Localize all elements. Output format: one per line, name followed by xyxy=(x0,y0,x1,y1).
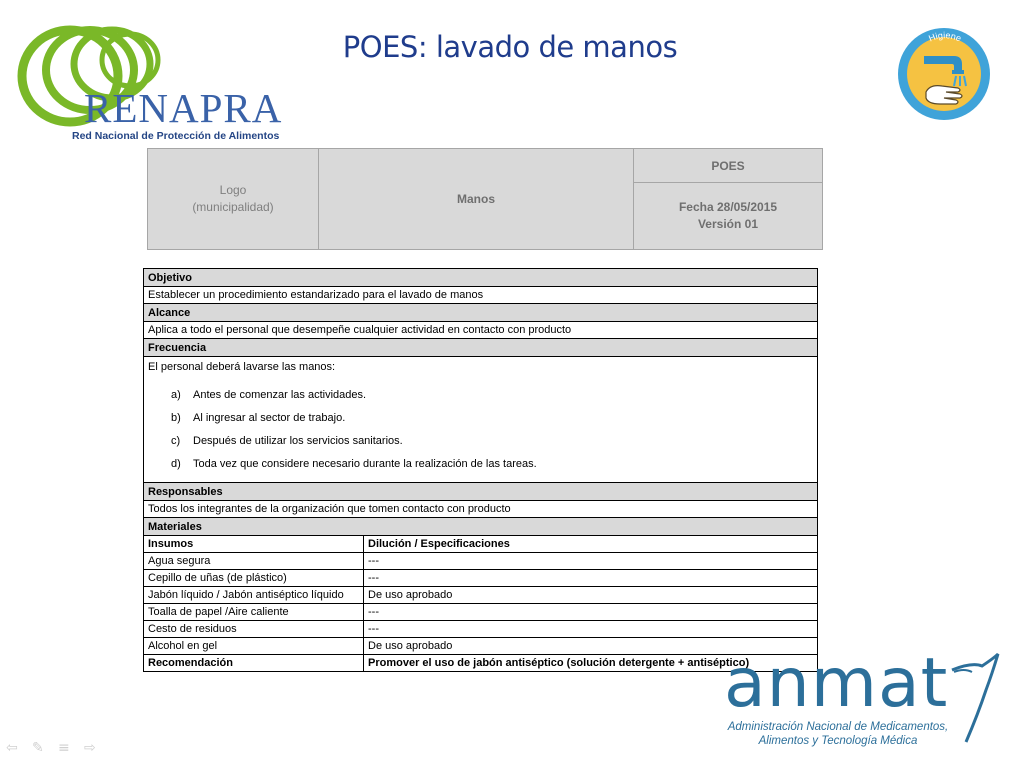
table-row xyxy=(144,638,818,655)
anmat-subtitle xyxy=(720,720,956,748)
especificacion-cell: --- xyxy=(364,570,818,587)
responsables-text: Todos los integrantes de la organización que tomen contacto con producto xyxy=(144,501,818,518)
subject-cell: Manos xyxy=(319,149,634,250)
especificacion-cell: --- xyxy=(364,604,818,621)
anmat-subtitle-line1: Administración Nacional de Medicamentos, xyxy=(727,721,949,733)
frecuencia-body xyxy=(144,357,818,483)
list-item-text: Después de utilizar los servicios sanitarios. xyxy=(193,435,403,447)
insumo-cell: Cepillo de uñas (de plástico) xyxy=(144,570,364,587)
alcance-text: Aplica a todo el personal que desempeñe cualquier actividad en contacto con producto xyxy=(144,322,818,339)
table-row xyxy=(144,587,818,604)
list-marker: b) xyxy=(171,412,181,424)
frecuencia-item xyxy=(148,434,813,457)
logo-sublabel: (municipalidad) xyxy=(192,200,274,214)
table-row xyxy=(144,604,818,621)
anmat-subtitle-line2: Alimentos y Tecnología Médica xyxy=(758,735,918,747)
table-row xyxy=(144,553,818,570)
insumos-column-header: Insumos xyxy=(144,536,364,553)
insumo-cell: Jabón líquido / Jabón antiséptico líquido xyxy=(144,587,364,604)
frecuencia-header: Frecuencia xyxy=(144,339,818,357)
frecuencia-item xyxy=(148,411,813,434)
frecuencia-item xyxy=(148,388,813,411)
especificacion-cell: De uso aprobado xyxy=(364,587,818,604)
list-marker: c) xyxy=(171,435,181,447)
renapra-subtitle: Red Nacional de Protección de Alimentos xyxy=(72,130,280,142)
procedure-table xyxy=(143,268,818,672)
recomendacion-label: Recomendación xyxy=(144,655,364,672)
alcance-header: Alcance xyxy=(144,304,818,322)
anmat-logo xyxy=(720,644,1010,755)
doc-type-cell: POES xyxy=(634,149,823,183)
menu-icon[interactable]: ≡ xyxy=(58,740,70,756)
recomendacion-text: Promover el uso de jabón antiséptico (solución detergente + antiséptico) xyxy=(364,655,818,672)
pen-icon[interactable]: ✎ xyxy=(32,740,44,756)
especificacion-cell: --- xyxy=(364,553,818,570)
insumo-cell: Cesto de residuos xyxy=(144,621,364,638)
table-row xyxy=(144,570,818,587)
materiales-header: Materiales xyxy=(144,518,818,536)
list-marker: d) xyxy=(171,458,181,470)
list-item-text: Al ingresar al sector de trabajo. xyxy=(193,412,346,424)
anmat-wordmark: anmat xyxy=(724,644,949,723)
svg-text:Higiene: Higiene xyxy=(927,30,963,44)
doc-date: Fecha 28/05/2015 xyxy=(678,200,778,214)
list-item-text: Antes de comenzar las actividades. xyxy=(193,389,367,401)
frecuencia-item xyxy=(148,457,813,480)
insumo-cell: Toalla de papel /Aire caliente xyxy=(144,604,364,621)
especificacion-cell: --- xyxy=(364,621,818,638)
renapra-logo xyxy=(12,18,292,142)
list-marker: a) xyxy=(171,389,181,401)
dilucion-column-header: Dilución / Especificaciones xyxy=(364,536,818,553)
list-item-text: Toda vez que considere necesario durante la realización de las tareas. xyxy=(193,458,537,470)
slide-nav xyxy=(6,741,100,755)
slide-title: POES: lavado de manos xyxy=(342,30,678,64)
frecuencia-intro: El personal deberá lavarse las manos: xyxy=(148,361,336,373)
forward-arrow-icon[interactable]: ⇨ xyxy=(84,740,96,756)
objetivo-header: Objetivo xyxy=(144,269,818,287)
insumo-cell: Agua segura xyxy=(144,553,364,570)
logo-placeholder-cell xyxy=(148,149,319,250)
responsables-header: Responsables xyxy=(144,483,818,501)
doc-version: Versión 01 xyxy=(697,217,759,231)
especificacion-cell: De uso aprobado xyxy=(364,638,818,655)
objetivo-text: Establecer un procedimiento estandarizado para el lavado de manos xyxy=(144,287,818,304)
logo-label: Logo xyxy=(219,183,247,197)
table-row xyxy=(144,621,818,638)
renapra-wordmark: RENAPRA xyxy=(84,85,283,131)
header-table xyxy=(147,148,823,250)
date-version-cell xyxy=(634,183,823,250)
insumo-cell: Alcohol en gel xyxy=(144,638,364,655)
badge-label xyxy=(896,26,992,122)
back-arrow-icon[interactable]: ⇦ xyxy=(6,740,18,756)
higiene-badge xyxy=(896,26,992,122)
